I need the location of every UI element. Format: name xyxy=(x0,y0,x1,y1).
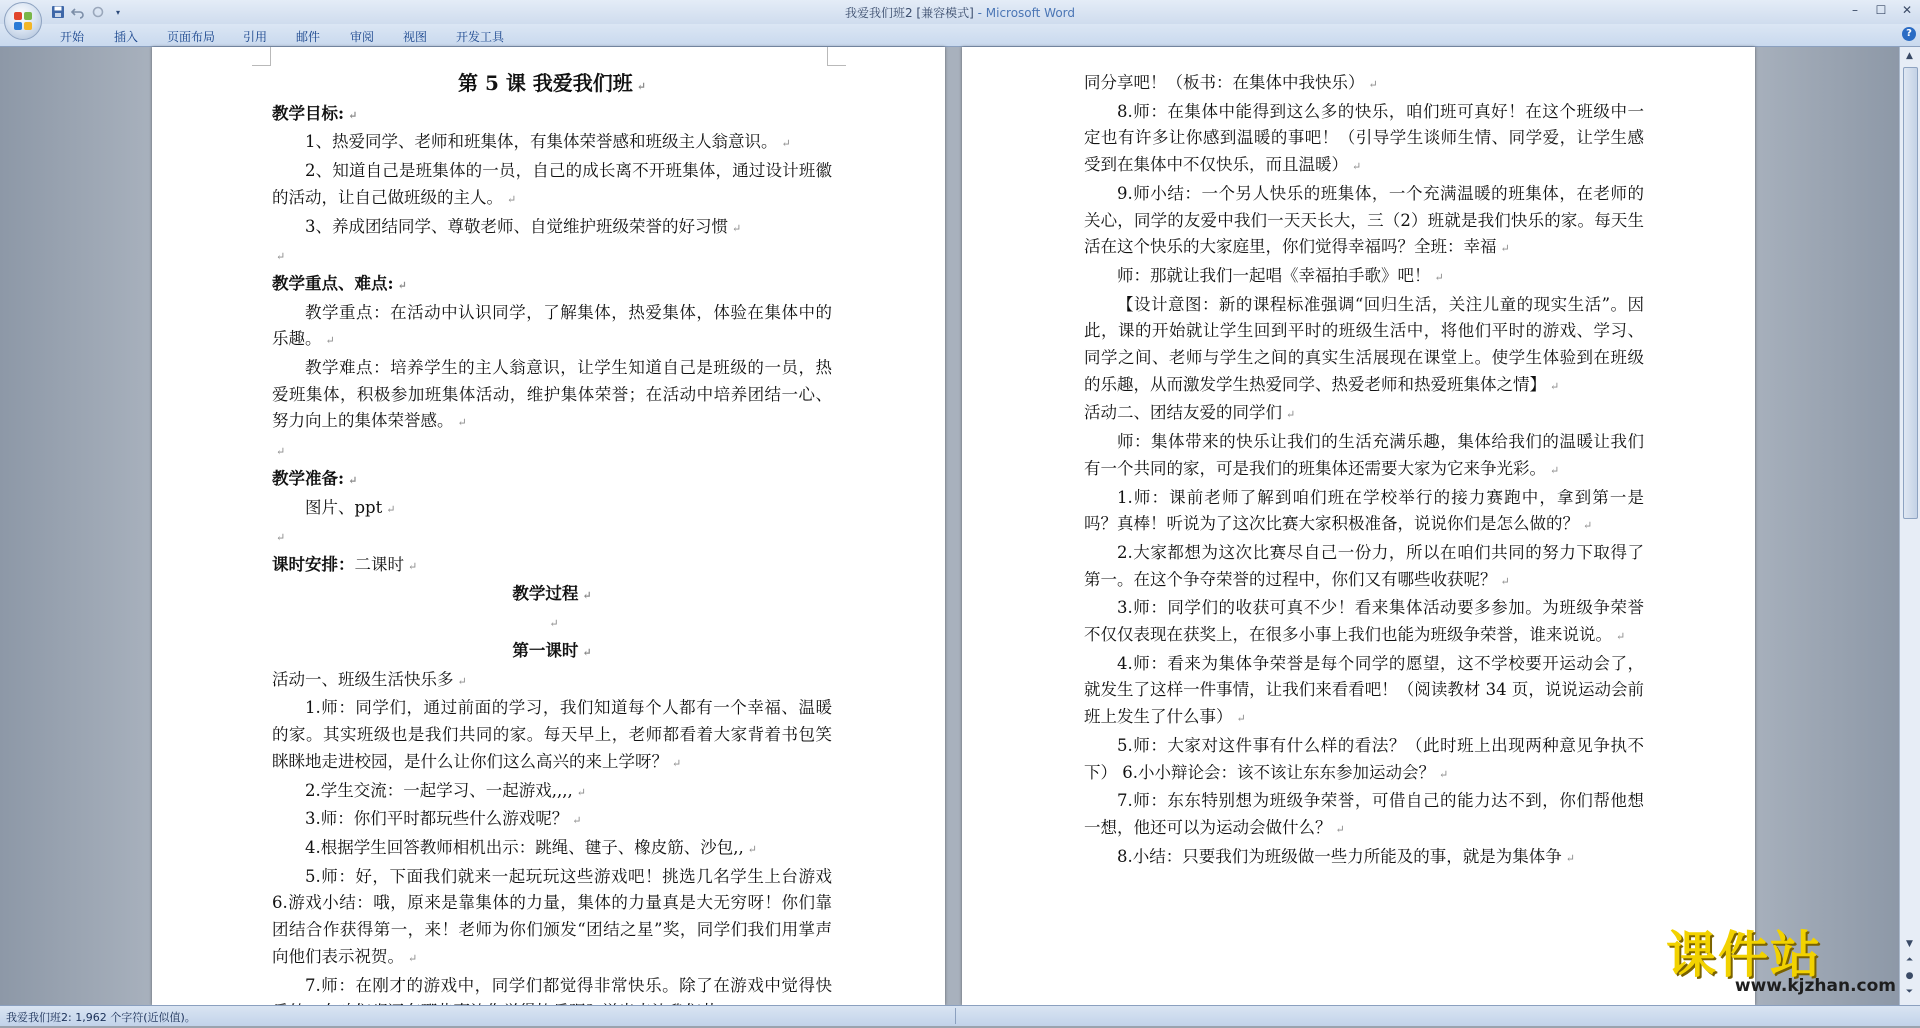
paragraph-text: 5.师：大家对这件事有什么样的看法？（此时班上出现两种意见争执不下） 6.小小辩论会：该不该让东东参加运动会？ xyxy=(1084,735,1644,782)
watermark-logo xyxy=(1666,925,1896,996)
paragraph xyxy=(1084,181,1644,263)
paragraph xyxy=(1084,733,1644,788)
status-bar xyxy=(0,1005,1920,1026)
tab-page-layout[interactable]: 页面布局 xyxy=(167,30,216,44)
paragraph-mark-icon: ↵ xyxy=(572,814,582,828)
document-page-2[interactable] xyxy=(962,47,1755,1005)
paragraph xyxy=(1084,788,1644,843)
paragraph xyxy=(272,466,832,495)
paragraph xyxy=(272,355,832,437)
status-divider xyxy=(955,1008,956,1024)
paragraph-mark-icon: ↵ xyxy=(1616,630,1626,644)
paragraph-mark-icon: ↵ xyxy=(582,646,592,660)
maximize-button[interactable]: ☐ xyxy=(1875,3,1887,17)
paragraph xyxy=(1084,651,1644,733)
paragraph xyxy=(1084,70,1644,99)
paragraph xyxy=(272,778,832,807)
paragraph-text: 图片、ppt xyxy=(305,497,383,517)
paragraph-text: 5.师：好，下面我们就来一起玩玩这些游戏吧！挑选几名学生上台游戏 6.游戏小结：哦，原来是靠集体的力量，集体的力量真是大无穷呀！你们靠团结合作获得第一，来！老师为你们颁发“团结之星”奖，同学们我们用掌声向他们表示祝贺。 xyxy=(272,866,832,966)
minimize-button[interactable]: – xyxy=(1852,3,1858,17)
paragraph-mark-icon: ↵ xyxy=(1439,767,1449,781)
window-controls xyxy=(1842,0,1920,20)
paragraph-mark-icon: ↵ xyxy=(408,951,418,965)
paragraph-text: 教学目标: xyxy=(272,103,345,123)
paragraph xyxy=(272,667,832,696)
paragraph-mark-icon: ↵ xyxy=(397,278,407,292)
scroll-up-icon[interactable]: ▲ xyxy=(1906,51,1913,61)
paragraph-text: 教学准备: xyxy=(272,468,345,488)
paragraph-mark-icon: ↵ xyxy=(348,108,358,122)
window-title xyxy=(0,4,1920,21)
paragraph-mark-icon: ↵ xyxy=(457,416,467,430)
paragraph-mark-icon: ↵ xyxy=(276,531,286,545)
paragraph-mark-icon: ↵ xyxy=(1550,379,1560,393)
paragraph-text: 1、热爱同学、老师和班集体，有集体荣誉感和班级主人翁意识。 xyxy=(305,132,778,152)
paragraph-text: 教学重点：在活动中认识同学，了解集体，热爱集体，体验在集体中的乐趣。 xyxy=(272,302,832,349)
paragraph xyxy=(272,437,832,466)
paragraph-mark-icon: ↵ xyxy=(781,137,791,151)
paragraph-mark-icon: ↵ xyxy=(408,559,418,573)
paragraph-text: 4.根据学生回答教师相机出示：跳绳、毽子、橡皮筋、沙包,, xyxy=(305,837,744,857)
paragraph-text: 活动二、团结友爱的同学们 xyxy=(1084,403,1282,423)
paragraph xyxy=(1084,595,1644,650)
paragraph-mark-icon: ↵ xyxy=(276,445,286,459)
paragraph-text: 7.师：东东特别想为班级争荣誉，可借自己的能力达不到，你们帮他想一想，他还可以为运动会做什么？ xyxy=(1084,791,1644,837)
paragraph-mark-icon: ↵ xyxy=(1335,822,1345,836)
paragraph-mark-icon: ↵ xyxy=(1565,851,1575,865)
tab-references[interactable]: 引用 xyxy=(243,30,268,44)
tab-developer[interactable]: 开发工具 xyxy=(456,30,505,44)
paragraph xyxy=(272,638,832,667)
paragraph-mark-icon: ↵ xyxy=(672,756,682,770)
paragraph-mark-icon: ↵ xyxy=(1434,270,1444,284)
paragraph-mark-icon: ↵ xyxy=(1368,78,1378,91)
paragraph-text: 教学难点：培养学生的主人翁意识，让学生知道自己是班级的一员，热爱班集体，积极参加班集体活动，维护集体荣誉；在活动中培养团结一心、努力向上的集体荣誉感。 xyxy=(272,358,832,431)
next-page-icon[interactable]: ⏷ xyxy=(1905,987,1914,997)
watermark-url: www.kjzhan.com xyxy=(1734,976,1896,996)
browse-object-icon[interactable]: ● xyxy=(1905,971,1914,981)
app-name: - Microsoft Word xyxy=(973,6,1076,20)
paragraph xyxy=(272,864,832,973)
paragraph-mark-icon: ↵ xyxy=(1583,519,1593,533)
paragraph xyxy=(1084,292,1644,401)
paragraph-text: 8.师：在集体中能得到这么多的快乐，咱们班可真好！在这个班级中一定也有许多让你感到温暖的事吧！（引导学生谈师生情、同学爱，让学生感受到在集体中不仅快乐，而且温暖） xyxy=(1084,101,1644,175)
paragraph-mark-icon: ↵ xyxy=(549,617,559,631)
page-2-text xyxy=(1084,70,1644,872)
page-1-text xyxy=(272,70,832,1028)
tab-mailings[interactable]: 邮件 xyxy=(296,30,321,44)
paragraph xyxy=(272,523,832,552)
previous-page-icon[interactable]: ⏶ xyxy=(1905,955,1914,965)
paragraph-mark-icon: ↵ xyxy=(325,334,335,348)
paragraph-mark-icon: ↵ xyxy=(1236,712,1246,726)
paragraph-mark-icon: ↵ xyxy=(1286,408,1296,422)
paragraph xyxy=(272,806,832,835)
tab-insert[interactable]: 插入 xyxy=(114,30,139,44)
paragraph-mark-icon: ↵ xyxy=(732,221,742,235)
tab-view[interactable]: 视图 xyxy=(403,30,428,44)
paragraph xyxy=(272,158,832,213)
paragraph xyxy=(1084,99,1644,181)
paragraph xyxy=(1084,844,1644,873)
paragraph-text: 师：集体带来的快乐让我们的生活充满乐趣，集体给我们的温暖让我们有一个共同的家，可是我们的班集体还需要大家为它来争光彩。 xyxy=(1084,432,1644,478)
paragraph xyxy=(272,101,832,130)
title-bar xyxy=(0,0,1920,24)
paragraph xyxy=(1084,429,1644,484)
scroll-thumb[interactable] xyxy=(1903,67,1918,519)
help-icon[interactable]: ? xyxy=(1902,27,1916,41)
paragraph-mark-icon: ↵ xyxy=(636,80,647,93)
customize-icon[interactable]: ▾ xyxy=(115,7,120,17)
paragraph-text: 3.师：你们平时都玩些什么游戏呢？ xyxy=(305,809,569,829)
word-count-status[interactable]: 我爱我们班2: 1,962 个字符(近似值)。 xyxy=(6,1011,196,1024)
paragraph-text: 师：那就让我们一起唱《幸福拍手歌》吧！ xyxy=(1117,265,1431,285)
vertical-scrollbar[interactable] xyxy=(1899,47,1920,1005)
paragraph xyxy=(272,581,832,610)
document-page-1[interactable] xyxy=(152,47,945,1005)
margin-corner-marker xyxy=(827,47,846,66)
paragraph xyxy=(272,242,832,271)
paragraph-mark-icon: ↵ xyxy=(582,588,592,602)
paragraph xyxy=(272,609,832,638)
tab-review[interactable]: 审阅 xyxy=(350,30,375,44)
paragraph xyxy=(272,835,832,864)
paragraph-text: 2、知道自己是班集体的一员，自己的成长离不开班集体，通过设计班徽的活动，让自己做班级的主人。 xyxy=(272,161,832,207)
paragraph-mark-icon: ↵ xyxy=(348,473,358,487)
paragraph xyxy=(272,214,832,243)
paragraph-text: 9.师小结：一个另人快乐的班集体，一个充满温暖的班集体，在老师的关心，同学的友爱中我们一天天长大，三（2）班就是我们快乐的家。每天生活在这个快乐的大家庭里，你们觉得幸福吗？全班：幸福 xyxy=(1084,183,1644,257)
paragraph-text: 同分享吧！（板书：在集体中我快乐） xyxy=(1084,73,1365,92)
paragraph xyxy=(1084,540,1644,595)
paragraph xyxy=(272,271,832,300)
paragraph-mark-icon: ↵ xyxy=(276,250,286,264)
paragraph-label: 课时安排： xyxy=(272,554,355,574)
tab-home[interactable]: 开始 xyxy=(60,30,85,44)
paragraph-mark-icon: ↵ xyxy=(1500,574,1510,588)
paragraph-text: 教学重点、难点: xyxy=(272,273,394,293)
paragraph-mark-icon: ↵ xyxy=(457,674,467,688)
paragraph-text: 4.师：看来为集体争荣誉是每个同学的愿望，这不学校要开运动会了，就发生了这样一件事情，让我们来看看吧！（阅读教材 34 页，说说运动会前班上发生了什么事） xyxy=(1084,653,1644,727)
paragraph-text: 二课时 xyxy=(354,554,404,574)
paragraph-mark-icon: ↵ xyxy=(747,842,757,856)
paragraph xyxy=(272,129,832,158)
paragraph-text: 教学过程 xyxy=(512,583,579,603)
paragraph-text: 1.师：同学们，通过前面的学习，我们知道每个人都有一个幸福、温暖的家。其实班级也是我们共同的家。每天早上，老师都看着大家背着书包笑眯眯地走进校园，是什么让你们这么高兴的来上学呀？ xyxy=(272,698,832,771)
paragraph-text: 3.师：同学们的收获可真不少！看来集体活动要多参加。为班级争荣誉不仅仅表现在获奖上，在很多小事上我们也能为班级争荣誉，谁来说说。 xyxy=(1084,598,1644,645)
paragraph-mark-icon: ↵ xyxy=(1550,463,1560,477)
document-workspace xyxy=(0,47,1900,1005)
paragraph-text: 第一课时 xyxy=(512,641,579,661)
paragraph-text: 第 5 课 我爱我们班 xyxy=(457,71,633,95)
paragraph xyxy=(272,552,832,581)
paragraph-mark-icon: ↵ xyxy=(386,502,396,516)
paragraph xyxy=(272,70,832,101)
paragraph-mark-icon: ↵ xyxy=(1500,242,1510,256)
paragraph-text: 7.师：在刚才的游戏中，同学们都觉得非常快乐。除了在游戏中觉得快 xyxy=(305,975,832,995)
margin-corner-marker xyxy=(252,47,271,66)
paragraph xyxy=(272,300,832,355)
paragraph-mark-icon: ↵ xyxy=(1352,160,1362,174)
paragraph-text: 2.大家都想为这次比赛尽自己一份力，所以在咱们共同的努力下取得了第一。在这个争夺荣誉的过程中，你们又有哪些收获呢？ xyxy=(1084,542,1644,589)
paragraph-text: 活动一、班级生活快乐多 xyxy=(272,669,454,689)
office-logo-icon xyxy=(14,12,32,30)
paragraph xyxy=(272,495,832,524)
paragraph xyxy=(1084,400,1644,429)
paragraph xyxy=(1084,485,1644,540)
office-button[interactable] xyxy=(4,2,42,40)
ribbon-tab-bar xyxy=(0,24,1920,47)
paragraph-text: 1.师：课前老师了解到咱们班在学校举行的接力赛跑中，拿到第一是吗？真棒！听说为了这次比赛大家积极准备，说说你们是怎么做的？ xyxy=(1084,487,1644,534)
scroll-down-icon[interactable]: ▼ xyxy=(1906,939,1913,949)
paragraph-mark-icon: ↵ xyxy=(507,192,517,206)
document-name: 我爱我们班2 [兼容模式] xyxy=(844,6,974,20)
watermark-title: 课件站 xyxy=(1666,925,1822,984)
close-button[interactable]: ✕ xyxy=(1901,3,1913,17)
paragraph-text: 【设计意图：新的课程标准强调“回归生活，关注儿童的现实生活”。因此，课的开始就让学生回到平时的班级生活中，将他们平时的游戏、学习、同学之间、老师与学生之间的真实生活展现在课堂上。使学生体验到在班级的乐趣，从而激发学生热爱同学、热爱老师和热爱班集体之情】 xyxy=(1084,294,1644,394)
paragraph xyxy=(1084,263,1644,292)
paragraph xyxy=(272,695,832,777)
paragraph-mark-icon: ↵ xyxy=(576,785,586,799)
paragraph-text: 2.学生交流：一起学习、一起游戏,,,, xyxy=(305,780,573,800)
paragraph-text: 3、养成团结同学、尊敬老师、自觉维护班级荣誉的好习惯 xyxy=(305,216,728,236)
paragraph-text: 8.小结：只要我们为班级做一些力所能及的事，就是为集体争 xyxy=(1117,846,1562,866)
